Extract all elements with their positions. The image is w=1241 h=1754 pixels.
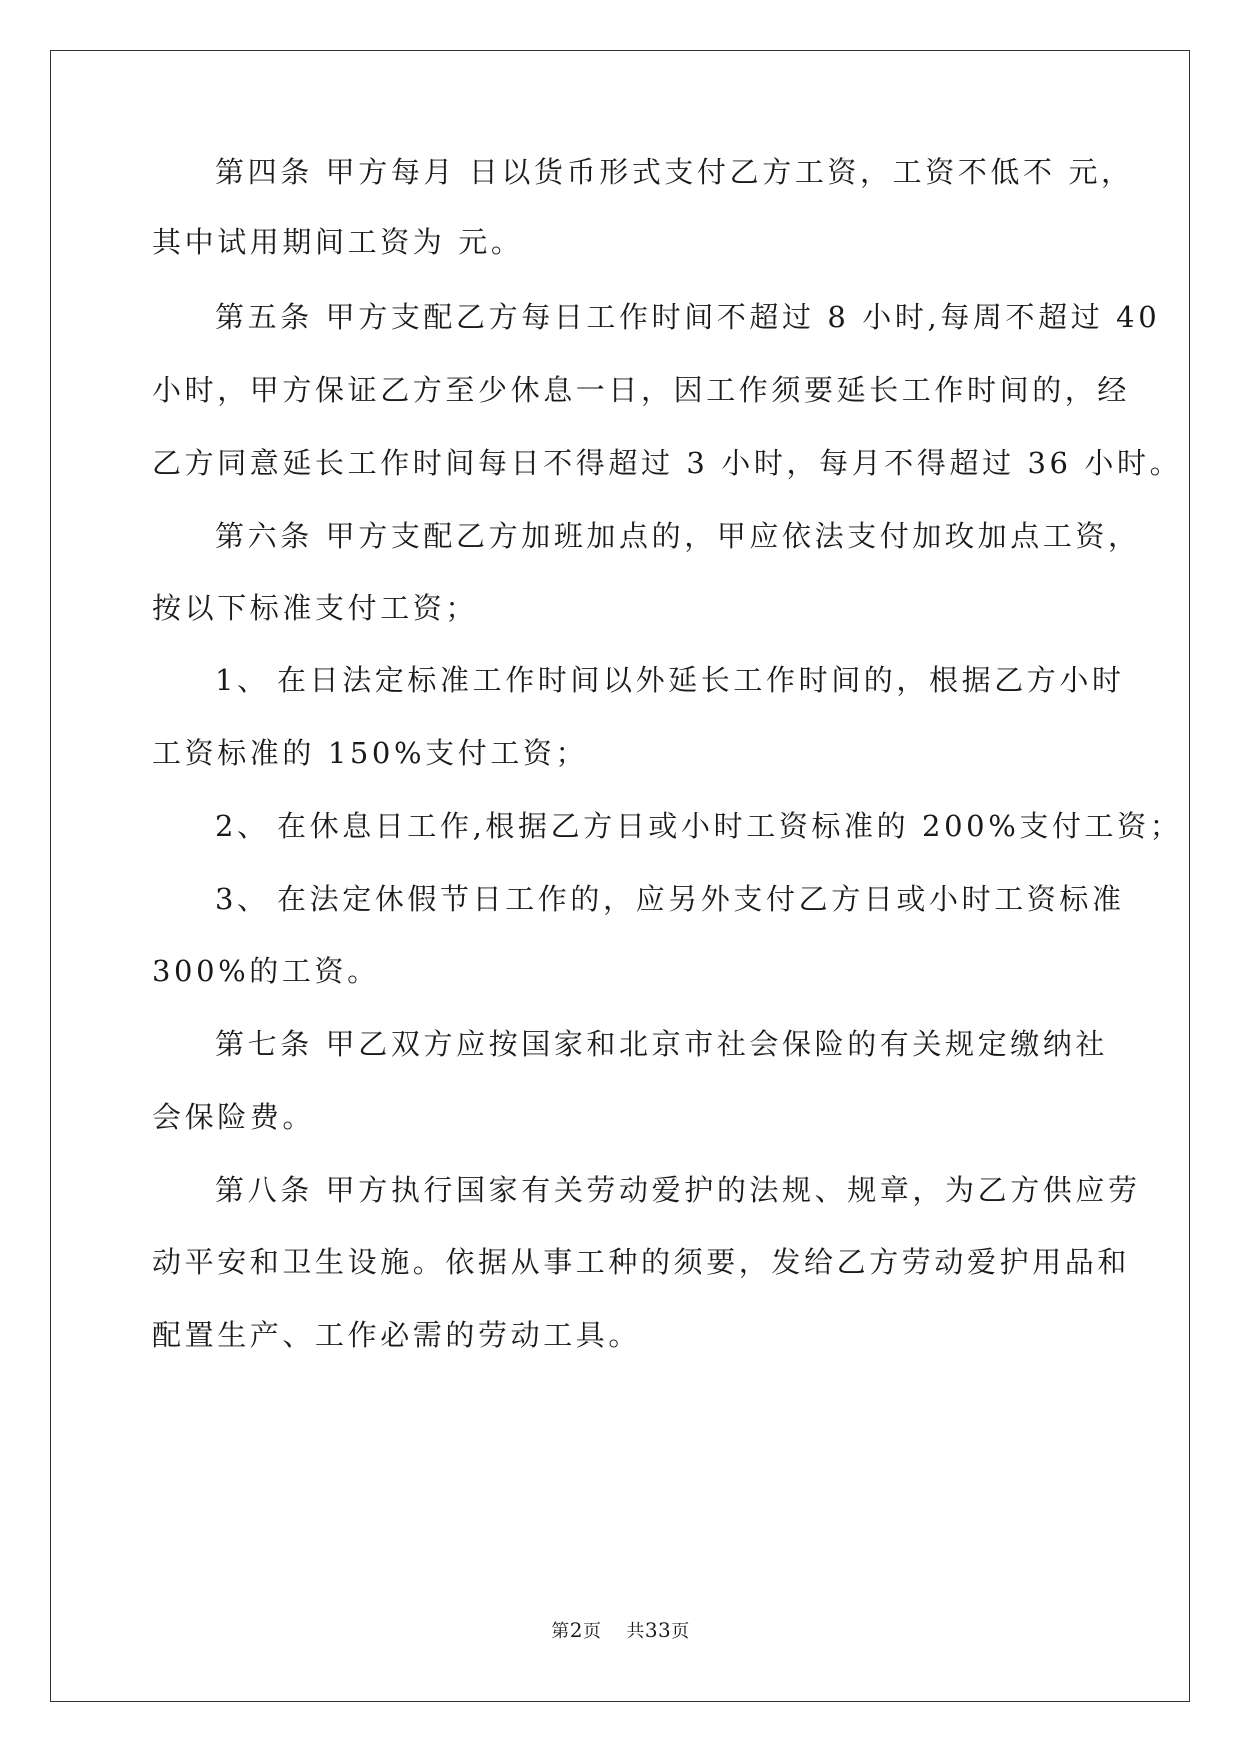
list-item-text: 在休息日工作,根据乙方日或小时工资标准的 200%支付工资； [277, 809, 1183, 843]
list-item-1 [215, 660, 1155, 700]
article-8-line-3: 配置生产、工作必需的劳动工具。 [152, 1318, 642, 1352]
article-8-line-1: 第八条 甲方执行国家有关劳动爱护的法规、规章，为乙方供应劳 [215, 1173, 1141, 1207]
footer-total-label: 页 [671, 1621, 690, 1642]
article-4-line-1: 第四条 甲方每月 日以货币形式支付乙方工资，工资不低不 元， [215, 155, 1134, 189]
total-pages-number: 33 [644, 1618, 672, 1642]
list-item-number: 3、 [215, 882, 270, 916]
list-item-text: 在日法定标准工作时间以外延长工作时间的，根据乙方小时 [277, 663, 1125, 697]
footer-prefix: 第 [551, 1621, 570, 1642]
page-footer [0, 1618, 1241, 1644]
article-7-line-1: 第七条 甲乙双方应按国家和北京市社会保险的有关规定缴纳社 [215, 1027, 1109, 1061]
article-6-line-1: 第六条 甲方支配乙方加班加点的，甲应依法支付加玫加点工资， [215, 519, 1141, 553]
article-7-line-2: 会保险费。 [152, 1100, 316, 1134]
list-item-3-continuation: 300%的工资。 [152, 954, 380, 988]
list-item-3 [215, 879, 1155, 919]
article-5-line-3: 乙方同意延长工作时间每日不得超过 3 小时，每月不得超过 36 小时。 [152, 446, 1183, 480]
list-item-number: 2、 [215, 809, 270, 843]
article-8-line-2: 动平安和卫生设施。依据从事工种的须要，发给乙方劳动爱护用品和 [152, 1245, 1131, 1279]
current-page-number: 2 [569, 1618, 583, 1642]
article-4-line-2: 其中试用期间工资为 元。 [152, 225, 524, 259]
list-item-2 [215, 806, 1183, 846]
footer-page-label: 页 [582, 1621, 602, 1642]
article-5-line-2: 小时，甲方保证乙方至少休息一日，因工作须要延长工作时间的，经 [152, 373, 1131, 407]
list-item-number: 1、 [215, 663, 270, 697]
list-item-1-continuation: 工资标准的 150%支付工资； [152, 736, 589, 770]
list-item-text: 在法定休假节日工作的，应另外支付乙方日或小时工资标准 [277, 882, 1125, 916]
article-5-line-1: 第五条 甲方支配乙方每日工作时间不超过 8 小时,每周不超过 40 [215, 300, 1161, 334]
article-6-line-2: 按以下标准支付工资； [152, 591, 479, 625]
footer-total-prefix: 共 [626, 1621, 645, 1642]
